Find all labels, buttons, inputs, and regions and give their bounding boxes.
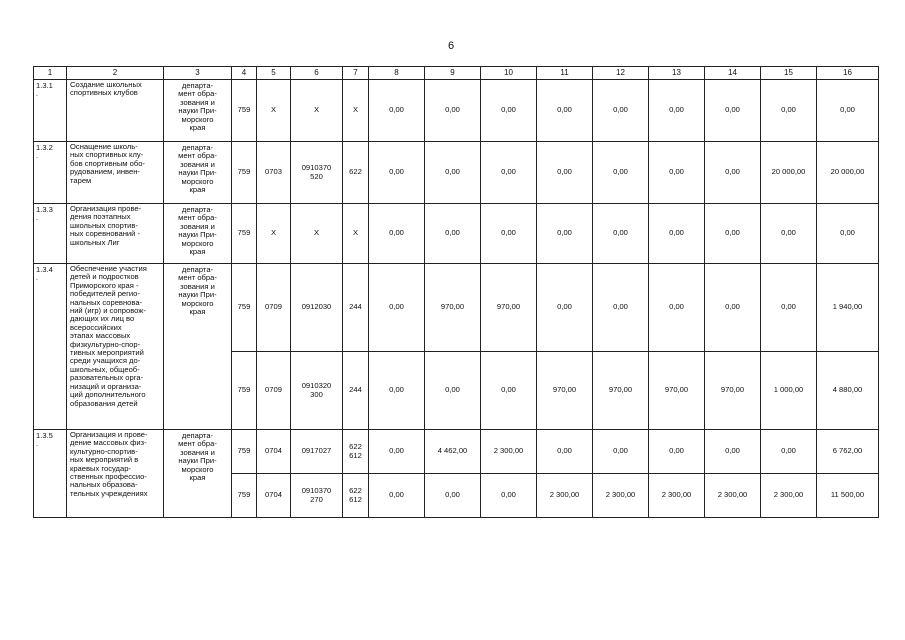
amount-cell: 0,00 <box>537 430 593 474</box>
column-header: 5 <box>257 67 291 80</box>
column-header: 9 <box>425 67 481 80</box>
row-department: департа- мент обра- зования и науки При- морского края <box>164 80 232 142</box>
amount-cell: 970,00 <box>481 264 537 352</box>
amount-cell: 0,00 <box>649 430 705 474</box>
amount-cell: 2 300,00 <box>481 430 537 474</box>
amount-cell: 0,00 <box>649 204 705 264</box>
amount-cell: 0,00 <box>425 474 481 518</box>
row-name: Оснащение школь- ных спортивных клу- бов спортивным обо- рудованием, инвен- тарем <box>67 142 164 204</box>
column-header: 10 <box>481 67 537 80</box>
col-5-value: X <box>257 80 291 142</box>
col-7-value: X <box>343 80 369 142</box>
amount-cell: 0,00 <box>817 80 879 142</box>
amount-cell: 0,00 <box>593 264 649 352</box>
col-5-value: 0704 <box>257 474 291 518</box>
amount-cell: 0,00 <box>481 352 537 430</box>
column-header: 4 <box>232 67 257 80</box>
amount-cell: 970,00 <box>649 352 705 430</box>
column-header: 8 <box>369 67 425 80</box>
amount-cell: 0,00 <box>537 80 593 142</box>
amount-cell: 0,00 <box>425 80 481 142</box>
col-7-value: 244 <box>343 352 369 430</box>
col-4-value: 759 <box>232 204 257 264</box>
column-header: 15 <box>761 67 817 80</box>
row-code: 1.3.1 . <box>34 80 67 142</box>
col-4-value: 759 <box>232 80 257 142</box>
amount-cell: 0,00 <box>705 142 761 204</box>
column-header: 6 <box>291 67 343 80</box>
row-code: 1.3.5 . <box>34 430 67 518</box>
row-department: департа- мент обра- зования и науки При- морского края <box>164 142 232 204</box>
row-department: департа- мент обра- зования и науки При- морского края <box>164 204 232 264</box>
column-header: 14 <box>705 67 761 80</box>
table-row <box>34 204 879 264</box>
amount-cell: 0,00 <box>593 80 649 142</box>
amount-cell: 0,00 <box>817 204 879 264</box>
row-name: Создание школьных спортивных клубов <box>67 80 164 142</box>
col-4-value: 759 <box>232 352 257 430</box>
col-4-value: 759 <box>232 430 257 474</box>
row-code: 1.3.3 . <box>34 204 67 264</box>
amount-cell: 0,00 <box>425 352 481 430</box>
col-7-value: 622 612 <box>343 430 369 474</box>
table-row <box>34 264 879 352</box>
amount-cell: 11 500,00 <box>817 474 879 518</box>
amount-cell: 4 880,00 <box>817 352 879 430</box>
col-5-value: 0709 <box>257 352 291 430</box>
amount-cell: 1 940,00 <box>817 264 879 352</box>
amount-cell: 0,00 <box>761 264 817 352</box>
col-6-value: 0917027 <box>291 430 343 474</box>
amount-cell: 0,00 <box>369 80 425 142</box>
amount-cell: 2 300,00 <box>705 474 761 518</box>
amount-cell: 0,00 <box>537 142 593 204</box>
table-row <box>34 142 879 204</box>
amount-cell: 0,00 <box>369 264 425 352</box>
row-name: Организация и прове- дение массовых физ- культурно-спортив- ных мероприятий в краевых государ- ственных профессио- нальных образова- тельных учреждениях <box>67 430 164 518</box>
amount-cell: 20 000,00 <box>761 142 817 204</box>
col-6-value: 0912030 <box>291 264 343 352</box>
amount-cell: 2 300,00 <box>649 474 705 518</box>
amount-cell: 0,00 <box>761 430 817 474</box>
header-row <box>34 67 879 80</box>
amount-cell: 970,00 <box>705 352 761 430</box>
amount-cell: 0,00 <box>425 142 481 204</box>
column-header: 12 <box>593 67 649 80</box>
col-4-value: 759 <box>232 474 257 518</box>
row-code: 1.3.4 . <box>34 264 67 430</box>
col-7-value: 622 <box>343 142 369 204</box>
col-6-value: X <box>291 80 343 142</box>
amount-cell: 2 300,00 <box>593 474 649 518</box>
amount-cell: 0,00 <box>369 142 425 204</box>
column-header: 13 <box>649 67 705 80</box>
amount-cell: 0,00 <box>537 204 593 264</box>
row-department: департа- мент обра- зования и науки При- морского края <box>164 430 232 518</box>
amount-cell: 0,00 <box>761 204 817 264</box>
amount-cell: 0,00 <box>425 204 481 264</box>
amount-cell: 4 462,00 <box>425 430 481 474</box>
col-7-value: 622 612 <box>343 474 369 518</box>
row-name: Организация прове- дения поэтапных школьных спортив- ных соревнований - школьных Лиг <box>67 204 164 264</box>
amount-cell: 0,00 <box>649 264 705 352</box>
table-row <box>34 80 879 142</box>
amount-cell: 0,00 <box>593 430 649 474</box>
amount-cell: 1 000,00 <box>761 352 817 430</box>
row-department: департа- мент обра- зования и науки При- морского края <box>164 264 232 430</box>
row-code: 1.3.2 . <box>34 142 67 204</box>
column-header: 11 <box>537 67 593 80</box>
col-5-value: 0709 <box>257 264 291 352</box>
col-6-value: 0910370 270 <box>291 474 343 518</box>
amount-cell: 0,00 <box>761 80 817 142</box>
amount-cell: 970,00 <box>425 264 481 352</box>
amount-cell: 0,00 <box>481 204 537 264</box>
col-5-value: 0703 <box>257 142 291 204</box>
amount-cell: 0,00 <box>369 352 425 430</box>
column-header: 7 <box>343 67 369 80</box>
amount-cell: 0,00 <box>537 264 593 352</box>
amount-cell: 0,00 <box>369 204 425 264</box>
row-name: Обеспечение участия детей и подростков Приморского края - победителей регио- нальных соревнова- ний (игр) и сопровож- дающих их лиц во всероссийских этапах массовых физкультурно-спор- тивных мероприятий среди учащихся до- школьных, общеоб- разовательных орга- низаций и организа- ций дополнительного образования детей <box>67 264 164 430</box>
amount-cell: 0,00 <box>705 264 761 352</box>
amount-cell: 20 000,00 <box>817 142 879 204</box>
amount-cell: 2 300,00 <box>537 474 593 518</box>
amount-cell: 6 762,00 <box>817 430 879 474</box>
table-row <box>34 430 879 474</box>
amount-cell: 0,00 <box>481 80 537 142</box>
amount-cell: 970,00 <box>593 352 649 430</box>
amount-cell: 0,00 <box>649 142 705 204</box>
amount-cell: 0,00 <box>369 474 425 518</box>
amount-cell: 0,00 <box>705 204 761 264</box>
budget-table <box>33 66 879 518</box>
amount-cell: 2 300,00 <box>761 474 817 518</box>
amount-cell: 0,00 <box>481 142 537 204</box>
col-6-value: X <box>291 204 343 264</box>
column-header: 3 <box>164 67 232 80</box>
amount-cell: 0,00 <box>705 430 761 474</box>
page-number: 6 <box>448 40 455 52</box>
amount-cell: 0,00 <box>369 430 425 474</box>
col-7-value: X <box>343 204 369 264</box>
col-6-value: 0910370 520 <box>291 142 343 204</box>
amount-cell: 0,00 <box>593 204 649 264</box>
col-4-value: 759 <box>232 264 257 352</box>
col-7-value: 244 <box>343 264 369 352</box>
col-4-value: 759 <box>232 142 257 204</box>
col-6-value: 0910320 300 <box>291 352 343 430</box>
col-5-value: 0704 <box>257 430 291 474</box>
amount-cell: 0,00 <box>705 80 761 142</box>
amount-cell: 0,00 <box>649 80 705 142</box>
column-header: 2 <box>67 67 164 80</box>
col-5-value: X <box>257 204 291 264</box>
amount-cell: 970,00 <box>537 352 593 430</box>
column-header: 1 <box>34 67 67 80</box>
column-header: 16 <box>817 67 879 80</box>
amount-cell: 0,00 <box>481 474 537 518</box>
amount-cell: 0,00 <box>593 142 649 204</box>
